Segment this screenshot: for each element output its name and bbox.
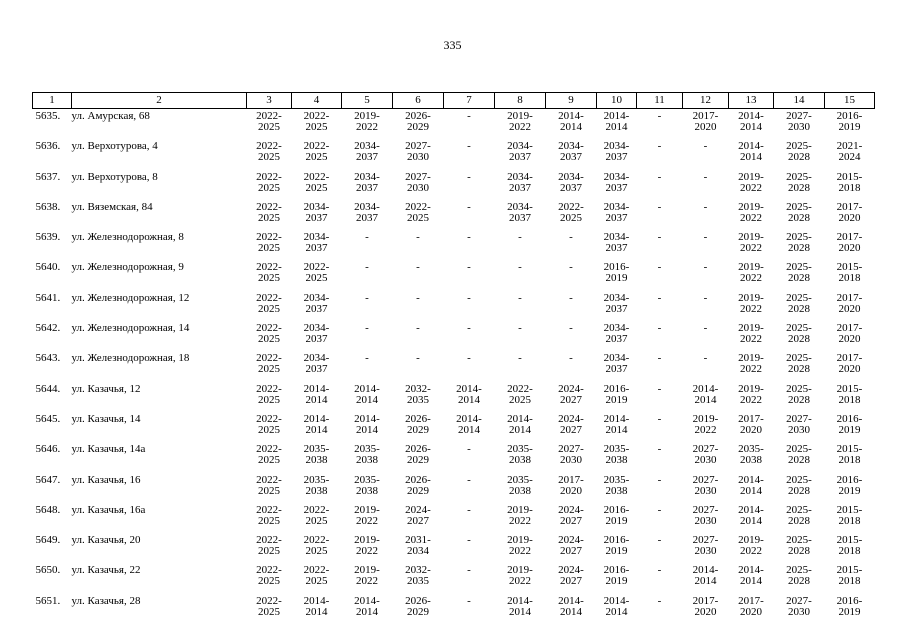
period-cell: 2017- 2020 <box>836 200 863 224</box>
period-cell: 2022- 2025 <box>256 352 282 376</box>
period-cell: 2031- 2034 <box>405 534 431 558</box>
period-cell: - <box>657 473 662 486</box>
row-number: 5644. <box>35 382 61 395</box>
period-cell: - <box>467 291 471 304</box>
period-cell: 2014- 2014 <box>738 564 764 588</box>
period-cell: 2025- 2028 <box>786 322 812 346</box>
column-header: 10 <box>597 93 637 109</box>
period-cell: 2022- 2025 <box>405 200 431 224</box>
row-address: ул. Верхотурова, 8 <box>71 170 158 183</box>
table-row <box>33 170 875 200</box>
period-cell: 2034- 2037 <box>603 352 630 376</box>
period-cell: 2014- 2014 <box>738 473 764 497</box>
period-cell: 2034- 2037 <box>603 140 630 164</box>
period-cell: 2022- 2025 <box>256 382 282 406</box>
period-cell: - <box>569 231 573 244</box>
period-cell: 2022- 2025 <box>256 110 282 133</box>
period-cell: 2027- 2030 <box>558 443 584 467</box>
period-cell: 2024- 2027 <box>558 564 584 588</box>
row-number: 5642. <box>35 322 61 335</box>
row-number: 5637. <box>35 170 61 183</box>
period-cell: - <box>703 261 708 274</box>
column-header: 15 <box>825 93 875 109</box>
period-cell: 2019- 2022 <box>692 412 719 436</box>
period-cell: 2025- 2028 <box>786 140 812 164</box>
period-cell: 2017- 2020 <box>836 322 863 346</box>
column-header: 9 <box>546 93 597 109</box>
period-cell: 2022- 2025 <box>256 140 282 164</box>
period-cell: - <box>657 564 662 577</box>
period-cell: 2014- 2014 <box>558 594 584 618</box>
period-cell: 2025- 2028 <box>786 503 812 527</box>
row-number: 5645. <box>35 412 61 425</box>
period-cell: 2016- 2019 <box>603 564 630 588</box>
period-cell: - <box>365 261 369 274</box>
period-cell: - <box>467 594 471 607</box>
schedule-table <box>32 92 875 624</box>
period-cell: - <box>518 231 522 244</box>
period-cell: - <box>467 261 471 274</box>
period-cell: - <box>365 322 369 335</box>
period-cell: 2014- 2014 <box>603 594 630 618</box>
period-cell: - <box>657 170 662 183</box>
period-cell: - <box>657 231 662 244</box>
period-cell: 2019- 2022 <box>738 200 764 224</box>
period-cell: 2019- 2022 <box>738 382 764 406</box>
period-cell: 2034- 2037 <box>354 200 380 224</box>
period-cell: - <box>657 291 662 304</box>
period-cell: 2022- 2025 <box>256 322 282 346</box>
period-cell: - <box>416 352 420 365</box>
table-row <box>33 533 875 563</box>
period-cell: - <box>657 382 662 395</box>
table-row <box>33 139 875 169</box>
period-cell: 2022- 2025 <box>256 594 282 618</box>
period-cell: - <box>467 473 471 486</box>
period-cell: 2017- 2020 <box>836 352 863 376</box>
period-cell: 2026- 2029 <box>405 110 431 133</box>
period-cell: - <box>467 110 471 122</box>
period-cell: 2022- 2025 <box>256 291 282 315</box>
period-cell: 2017- 2020 <box>836 231 863 255</box>
period-cell: - <box>467 200 471 213</box>
period-cell: - <box>467 322 471 335</box>
page-number: 335 <box>443 38 462 52</box>
period-cell: 2014- 2014 <box>692 382 719 406</box>
header-row <box>33 93 875 109</box>
period-cell: 2016- 2019 <box>836 473 863 497</box>
period-cell: 2034- 2037 <box>603 170 630 194</box>
period-cell: 2025- 2028 <box>786 170 812 194</box>
period-cell: 2034- 2037 <box>603 322 630 346</box>
period-cell: 2015- 2018 <box>836 503 863 527</box>
row-address: ул. Казачья, 14 <box>71 412 141 425</box>
table-row <box>33 291 875 321</box>
period-cell: 2025- 2028 <box>786 200 812 224</box>
period-cell: 2027- 2030 <box>692 443 719 467</box>
row-number: 5640. <box>35 261 61 274</box>
column-header: 7 <box>444 93 495 109</box>
period-cell: 2016- 2019 <box>603 534 630 558</box>
period-cell: - <box>657 140 662 153</box>
period-cell: - <box>703 231 708 244</box>
period-cell: 2014- 2014 <box>603 110 630 133</box>
period-cell: 2035- 2038 <box>603 473 630 497</box>
period-cell: 2019- 2022 <box>354 534 380 558</box>
period-cell: 2014- 2014 <box>456 382 482 406</box>
period-cell: - <box>518 352 522 365</box>
period-cell: 2017- 2020 <box>738 594 764 618</box>
row-address: ул. Казачья, 16а <box>71 503 146 516</box>
period-cell: 2017- 2020 <box>738 412 764 436</box>
period-cell: - <box>467 564 471 577</box>
period-cell: 2027- 2030 <box>405 170 431 194</box>
period-cell: 2026- 2029 <box>405 443 431 467</box>
period-cell: - <box>467 534 471 547</box>
period-cell: 2022- 2025 <box>256 200 282 224</box>
period-cell: 2034- 2037 <box>354 140 380 164</box>
period-cell: 2014- 2014 <box>354 594 380 618</box>
period-cell: - <box>518 261 522 274</box>
period-cell: - <box>518 291 522 304</box>
period-cell: 2034- 2037 <box>558 140 584 164</box>
period-cell: 2014- 2014 <box>738 110 764 133</box>
period-cell: 2014- 2014 <box>738 140 764 164</box>
period-cell: - <box>416 261 420 274</box>
period-cell: - <box>569 291 573 304</box>
period-cell: 2016- 2019 <box>836 110 863 133</box>
period-cell: 2024- 2027 <box>405 503 431 527</box>
period-cell: 2032- 2035 <box>405 564 431 588</box>
period-cell: 2025- 2028 <box>786 261 812 285</box>
row-number: 5649. <box>35 534 61 547</box>
period-cell: 2035- 2038 <box>507 443 533 467</box>
period-cell: - <box>365 352 369 365</box>
period-cell: 2034- 2037 <box>507 140 533 164</box>
row-number: 5635. <box>35 110 61 122</box>
period-cell: 2027- 2030 <box>786 412 812 436</box>
period-cell: 2035- 2038 <box>354 443 380 467</box>
period-cell: 2022- 2025 <box>303 140 330 164</box>
table-row <box>33 260 875 290</box>
period-cell: 2022- 2025 <box>558 200 584 224</box>
period-cell: 2022- 2025 <box>256 231 282 255</box>
period-cell: 2014- 2014 <box>354 382 380 406</box>
period-cell: 2027- 2030 <box>405 140 431 164</box>
period-cell: 2034- 2037 <box>507 200 533 224</box>
period-cell: 2026- 2029 <box>405 594 431 618</box>
table-row <box>33 321 875 351</box>
period-cell: 2019- 2022 <box>738 261 764 285</box>
period-cell: 2019- 2022 <box>354 503 380 527</box>
period-cell: 2027- 2030 <box>786 594 812 618</box>
row-number: 5636. <box>35 140 61 153</box>
row-address: ул. Верхотурова, 4 <box>71 140 158 153</box>
row-number: 5643. <box>35 352 61 365</box>
period-cell: - <box>657 412 662 425</box>
period-cell: 2017- 2020 <box>558 473 584 497</box>
period-cell: 2027- 2030 <box>692 534 719 558</box>
period-cell: 2022- 2025 <box>256 443 282 467</box>
period-cell: 2034- 2037 <box>303 291 330 315</box>
table-row <box>33 563 875 593</box>
table-row <box>33 412 875 442</box>
row-number: 5650. <box>35 564 61 577</box>
row-number: 5638. <box>35 200 61 213</box>
period-cell: 2019- 2022 <box>738 352 764 376</box>
period-cell: - <box>518 322 522 335</box>
period-cell: 2014- 2014 <box>303 382 330 406</box>
period-cell: - <box>657 110 662 122</box>
period-cell: 2015- 2018 <box>836 564 863 588</box>
period-cell: 2035- 2038 <box>738 443 764 467</box>
period-cell: 2017- 2020 <box>692 110 719 133</box>
period-cell: 2034- 2037 <box>303 352 330 376</box>
period-cell: - <box>569 352 573 365</box>
period-cell: - <box>416 231 420 244</box>
row-address: ул. Казачья, 22 <box>71 564 141 577</box>
row-address: ул. Казачья, 14а <box>71 443 146 456</box>
row-address: ул. Казачья, 12 <box>71 382 141 395</box>
period-cell: - <box>703 352 708 365</box>
period-cell: 2034- 2037 <box>603 200 630 224</box>
period-cell: - <box>569 261 573 274</box>
period-cell: 2022- 2025 <box>256 473 282 497</box>
column-header: 12 <box>683 93 729 109</box>
period-cell: - <box>657 200 662 213</box>
period-cell: - <box>365 231 369 244</box>
table-row <box>33 503 875 533</box>
period-cell: 2026- 2029 <box>405 412 431 436</box>
period-cell: 2022- 2025 <box>256 170 282 194</box>
period-cell: 2025- 2028 <box>786 473 812 497</box>
period-cell: 2019- 2022 <box>507 503 533 527</box>
column-header: 4 <box>292 93 342 109</box>
table-body <box>33 109 875 625</box>
column-header: 13 <box>729 93 774 109</box>
period-cell: 2021- 2024 <box>836 140 863 164</box>
row-address: ул. Железнодорожная, 8 <box>71 231 184 244</box>
row-address: ул. Железнодорожная, 9 <box>71 261 184 274</box>
period-cell: - <box>657 322 662 335</box>
period-cell: 2022- 2025 <box>303 534 330 558</box>
period-cell: - <box>657 261 662 274</box>
period-cell: 2032- 2035 <box>405 382 431 406</box>
period-cell: 2017- 2020 <box>692 594 719 618</box>
period-cell: 2019- 2022 <box>354 110 380 133</box>
period-cell: 2015- 2018 <box>836 170 863 194</box>
row-number: 5639. <box>35 231 61 244</box>
period-cell: 2025- 2028 <box>786 231 812 255</box>
period-cell: 2024- 2027 <box>558 382 584 406</box>
period-cell: - <box>703 140 708 153</box>
period-cell: 2034- 2037 <box>603 231 630 255</box>
column-header: 14 <box>774 93 825 109</box>
row-address: ул. Казачья, 28 <box>71 594 141 607</box>
period-cell: 2014- 2014 <box>456 412 482 436</box>
table-row <box>33 442 875 472</box>
period-cell: 2022- 2025 <box>303 503 330 527</box>
period-cell: - <box>657 352 662 365</box>
table-row <box>33 351 875 381</box>
table-row <box>33 200 875 230</box>
period-cell: 2035- 2038 <box>303 473 330 497</box>
period-cell: - <box>657 503 662 516</box>
period-cell: - <box>467 231 471 244</box>
row-number: 5648. <box>35 503 61 516</box>
period-cell: 2022- 2025 <box>303 110 330 133</box>
period-cell: 2022- 2025 <box>303 170 330 194</box>
period-cell: 2035- 2038 <box>507 473 533 497</box>
column-header: 6 <box>393 93 444 109</box>
period-cell: 2027- 2030 <box>786 110 812 133</box>
period-cell: 2019- 2022 <box>738 231 764 255</box>
period-cell: - <box>467 443 471 456</box>
period-cell: 2024- 2027 <box>558 534 584 558</box>
period-cell: 2034- 2037 <box>303 322 330 346</box>
period-cell: 2025- 2028 <box>786 352 812 376</box>
period-cell: 2027- 2030 <box>692 473 719 497</box>
table-row <box>33 230 875 260</box>
period-cell: - <box>467 170 471 183</box>
period-cell: 2014- 2014 <box>558 110 584 133</box>
period-cell: 2022- 2025 <box>303 564 330 588</box>
table-row <box>33 382 875 412</box>
period-cell: 2034- 2037 <box>354 170 380 194</box>
period-cell: - <box>703 200 708 213</box>
period-cell: 2014- 2014 <box>738 503 764 527</box>
column-header: 11 <box>637 93 683 109</box>
period-cell: 2035- 2038 <box>354 473 380 497</box>
period-cell: 2027- 2030 <box>692 503 719 527</box>
period-cell: 2019- 2022 <box>738 170 764 194</box>
row-address: ул. Вяземская, 84 <box>71 200 153 213</box>
period-cell: - <box>569 322 573 335</box>
column-header: 3 <box>247 93 292 109</box>
column-header: 2 <box>72 93 247 109</box>
period-cell: 2014- 2014 <box>507 412 533 436</box>
period-cell: - <box>657 594 662 607</box>
period-cell: 2014- 2014 <box>603 412 630 436</box>
period-cell: - <box>703 291 708 304</box>
period-cell: 2025- 2028 <box>786 382 812 406</box>
period-cell: - <box>703 322 708 335</box>
period-cell: 2019- 2022 <box>507 110 533 133</box>
period-cell: 2034- 2037 <box>603 291 630 315</box>
period-cell: 2024- 2027 <box>558 503 584 527</box>
period-cell: - <box>416 291 420 304</box>
period-cell: 2014- 2014 <box>507 594 533 618</box>
table-row <box>33 109 875 140</box>
period-cell: 2022- 2025 <box>507 382 533 406</box>
period-cell: 2026- 2029 <box>405 473 431 497</box>
period-cell: 2035- 2038 <box>303 443 330 467</box>
row-address: ул. Железнодорожная, 18 <box>71 352 190 365</box>
period-cell: 2034- 2037 <box>558 170 584 194</box>
row-number: 5641. <box>35 291 61 304</box>
period-cell: 2019- 2022 <box>507 564 533 588</box>
table-row <box>33 473 875 503</box>
period-cell: 2025- 2028 <box>786 534 812 558</box>
period-cell: - <box>657 534 662 547</box>
row-address: ул. Амурская, 68 <box>71 110 150 122</box>
period-cell: 2019- 2022 <box>354 564 380 588</box>
period-cell: - <box>365 291 369 304</box>
period-cell: 2019- 2022 <box>507 534 533 558</box>
period-cell: 2022- 2025 <box>256 412 282 436</box>
period-cell: 2022- 2025 <box>256 564 282 588</box>
table-row <box>33 594 875 624</box>
period-cell: 2015- 2018 <box>836 443 863 467</box>
column-header: 5 <box>342 93 393 109</box>
period-cell: 2034- 2037 <box>507 170 533 194</box>
period-cell: 2035- 2038 <box>603 443 630 467</box>
period-cell: 2016- 2019 <box>836 594 863 618</box>
period-cell: 2015- 2018 <box>836 261 863 285</box>
period-cell: 2034- 2037 <box>303 200 330 224</box>
period-cell: 2014- 2014 <box>692 564 719 588</box>
period-cell: 2024- 2027 <box>558 412 584 436</box>
period-cell: 2034- 2037 <box>303 231 330 255</box>
period-cell: 2022- 2025 <box>256 503 282 527</box>
period-cell: - <box>467 503 471 516</box>
period-cell: 2019- 2022 <box>738 534 764 558</box>
period-cell: 2025- 2028 <box>786 564 812 588</box>
period-cell: - <box>657 443 662 456</box>
period-cell: 2019- 2022 <box>738 291 764 315</box>
period-cell: 2016- 2019 <box>603 261 630 285</box>
period-cell: 2015- 2018 <box>836 534 863 558</box>
row-number: 5647. <box>35 473 61 486</box>
row-address: ул. Казачья, 16 <box>71 473 141 486</box>
row-address: ул. Железнодорожная, 12 <box>71 291 190 304</box>
period-cell: 2022- 2025 <box>303 261 330 285</box>
period-cell: 2016- 2019 <box>603 503 630 527</box>
period-cell: 2017- 2020 <box>836 291 863 315</box>
period-cell: 2014- 2014 <box>303 412 330 436</box>
row-address: ул. Железнодорожная, 14 <box>71 322 190 335</box>
period-cell: 2014- 2014 <box>303 594 330 618</box>
row-number: 5646. <box>35 443 61 456</box>
period-cell: 2014- 2014 <box>354 412 380 436</box>
column-header: 1 <box>33 93 72 109</box>
period-cell: 2025- 2028 <box>786 443 812 467</box>
period-cell: - <box>703 170 708 183</box>
row-address: ул. Казачья, 20 <box>71 534 141 547</box>
period-cell: 2019- 2022 <box>738 322 764 346</box>
period-cell: 2022- 2025 <box>256 261 282 285</box>
row-number: 5651. <box>35 594 61 607</box>
period-cell: 2025- 2028 <box>786 291 812 315</box>
period-cell: - <box>467 140 471 153</box>
period-cell: - <box>467 352 471 365</box>
period-cell: 2016- 2019 <box>836 412 863 436</box>
period-cell: 2015- 2018 <box>836 382 863 406</box>
period-cell: 2022- 2025 <box>256 534 282 558</box>
column-header: 8 <box>495 93 546 109</box>
period-cell: 2016- 2019 <box>603 382 630 406</box>
period-cell: - <box>416 322 420 335</box>
